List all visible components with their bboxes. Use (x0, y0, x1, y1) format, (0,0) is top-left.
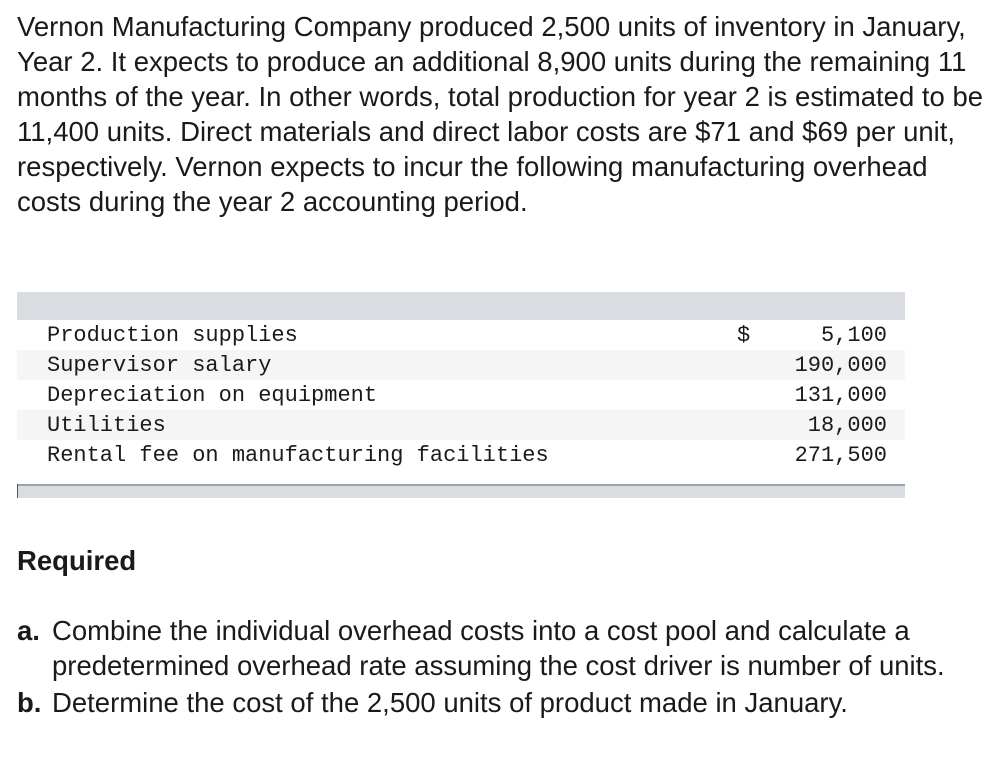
required-heading: Required (17, 545, 137, 576)
cost-label: Production supplies (47, 322, 298, 348)
requirements-list (17, 613, 987, 722)
requirement-letter: a. (17, 615, 40, 646)
cost-amount: 131,000 (794, 382, 887, 408)
requirement-item (17, 685, 987, 720)
problem-statement: Vernon Manufacturing Company produced 2,500 units of inventory in January, Year 2. It expects to produce an additional 8,900 units during the remaining 11 months of the year. In other words, total production for year 2 is estimated to be 11,400 units. Direct materials and direct labor costs are $71 and $69 per unit, respectively. Vernon expects to incur the following manufacturing overhead costs during the year 2 accounting period. (17, 11, 984, 217)
cost-label: Rental fee on manufacturing facilities (47, 442, 549, 468)
cost-amount: 18,000 (807, 412, 887, 438)
requirement-item (17, 613, 987, 683)
table-header-bar (17, 292, 905, 320)
cost-amount: 5,100 (820, 322, 887, 348)
table-row (17, 380, 905, 410)
table-row (17, 440, 905, 470)
requirement-text: Combine the individual overhead costs into a cost pool and calculate a predetermined overhead rate assuming the cost driver is number of units. (52, 615, 945, 681)
cost-label: Supervisor salary (47, 352, 272, 378)
requirement-text: Determine the cost of the 2,500 units of product made in January. (52, 687, 848, 718)
cost-amount: 271,500 (794, 442, 887, 468)
table-row (17, 350, 905, 380)
requirement-letter: b. (17, 687, 42, 718)
table-row (17, 410, 905, 440)
cost-label: Utilities (47, 412, 166, 438)
table-footer-bar (17, 484, 905, 498)
table-row (17, 320, 905, 350)
currency-symbol: $ (737, 322, 751, 348)
table-body (17, 320, 905, 470)
cost-amount: 190,000 (794, 352, 887, 378)
overhead-cost-table (17, 292, 905, 497)
cost-label: Depreciation on equipment (47, 382, 378, 408)
table-footer-divider (17, 484, 18, 498)
